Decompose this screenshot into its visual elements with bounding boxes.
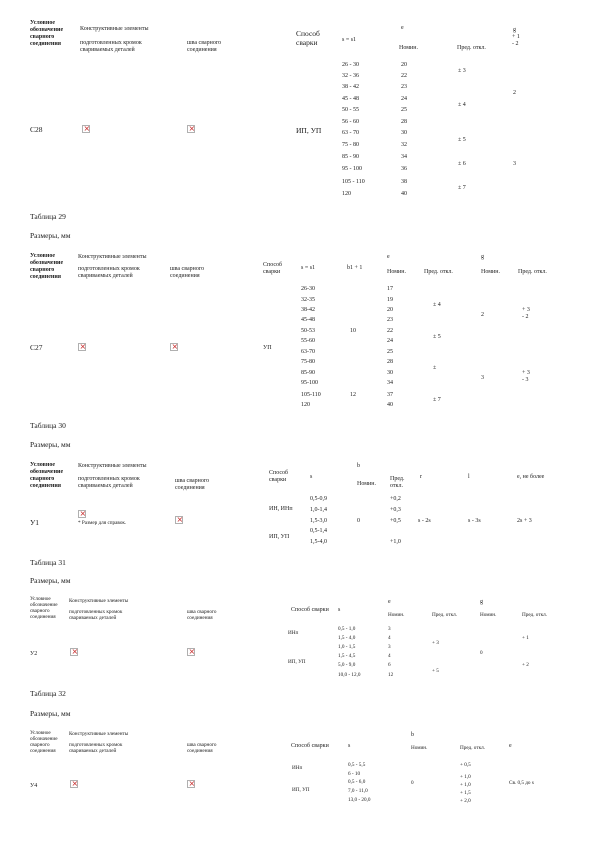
s-value: 75-80: [301, 359, 315, 365]
s-value: 1,5-4,0: [310, 539, 327, 545]
header-constructive-elements: Конструктивные элементы: [78, 463, 147, 469]
footnote: * Размер для справок.: [78, 520, 127, 526]
e-tolerance: ± 4: [433, 302, 441, 308]
e-tolerance: ± 7: [433, 397, 441, 403]
g-tolerance: + 3 - 3: [522, 370, 530, 383]
s-value: 1,5-3,0: [310, 518, 327, 524]
header-g: g: [481, 254, 484, 260]
header-tolerance: Пред. откл.: [457, 45, 486, 51]
header-weld-seam: шва сварного соединения: [170, 266, 205, 279]
s-value: 38-42: [301, 307, 315, 313]
s-value: 56 - 60: [342, 119, 359, 125]
b-tolerance: +0,3: [390, 507, 401, 513]
welding-method: ИН, ИНп: [269, 506, 293, 512]
s-value: 1,0-1,4: [310, 507, 327, 513]
e-nominal: 30: [401, 130, 407, 136]
b-tolerance: + 2,0: [460, 798, 471, 804]
s-value: 63 - 70: [342, 130, 359, 136]
e-nominal: 24: [387, 338, 393, 344]
header-e: e: [388, 599, 391, 605]
s-value: 32-35: [301, 297, 315, 303]
e-nominal: 28: [401, 119, 407, 125]
broken-image-icon: [175, 516, 183, 524]
r-value: s - 2s: [418, 518, 431, 524]
s-value: 0,5 - 6,0: [348, 779, 366, 785]
header-e-max: e, не более: [517, 474, 545, 480]
b-tolerance: +0,2: [390, 496, 401, 502]
b-nominal: 0: [411, 780, 414, 786]
header-b1: b1 + 1: [347, 265, 363, 271]
s-value: 5,0 - 9,0: [338, 662, 356, 668]
s-value: 95 - 100: [342, 166, 362, 172]
header-weld-seam: шва сварного соединения: [187, 742, 217, 754]
s-value: 1,0 - 1,5: [338, 644, 356, 650]
e-tolerance: + 3: [432, 640, 439, 646]
header-method: Способ сварки: [263, 262, 283, 275]
header-g: g: [513, 27, 516, 33]
g-tolerance: + 1: [522, 635, 529, 641]
e-nominal: 34: [387, 380, 393, 386]
b-tolerance: + 1,0: [460, 774, 471, 780]
s-value: 95-100: [301, 380, 318, 386]
header-g-tolerance: + 1 - 2: [512, 34, 520, 47]
header-nominal: Номин.: [399, 45, 418, 51]
header-g: g: [480, 599, 483, 605]
e-value: Св. 0,5 до s: [509, 780, 534, 786]
table-title: Таблица 32: [30, 689, 66, 698]
welding-method: УП: [263, 345, 272, 351]
broken-image-icon: [187, 648, 195, 656]
welding-method: ИП, УП: [292, 787, 310, 793]
g-value: 2: [513, 90, 516, 96]
e-nominal: 25: [401, 107, 407, 113]
e-nominal: 12: [388, 672, 394, 678]
header-condition: Условное обозначение сварного соединения: [30, 596, 58, 620]
header-g-tolerance: Пред. откл.: [518, 269, 547, 275]
joint-label: У4: [30, 783, 38, 789]
e-nominal: 25: [387, 349, 393, 355]
header-method: Способ сварки: [269, 470, 289, 483]
header-l: l: [468, 474, 470, 480]
header-prepared-edges: подготовленных кромок свариваемых деталей: [69, 742, 123, 754]
header-s: s: [310, 474, 313, 480]
broken-image-icon: [78, 343, 86, 351]
header-prepared-edges: подготовленных кромок свариваемых деталей: [80, 40, 142, 53]
g-value: 3: [513, 161, 516, 167]
broken-image-icon: [187, 125, 195, 133]
header-s: s: [338, 607, 341, 613]
g-value: 2: [481, 312, 484, 318]
s-value: 32 - 36: [342, 73, 359, 79]
header-constructive-elements: Конструктивные элементы: [69, 731, 129, 737]
header-nominal: Номин.: [387, 269, 406, 275]
s-value: 120: [342, 191, 351, 197]
broken-image-icon: [70, 648, 78, 656]
s-value: 75 - 80: [342, 142, 359, 148]
s-value: 7,0 - 11,0: [348, 788, 368, 794]
header-b: b: [411, 732, 414, 738]
s-value: 1,5 - 4,0: [338, 635, 356, 641]
table-units: Размеры, мм: [30, 440, 71, 449]
header-condition: Условное обозначение сварного соединения: [30, 20, 64, 47]
s-value: 85-90: [301, 370, 315, 376]
header-method: Способ сварки: [296, 29, 320, 47]
b-tolerance: + 0,5: [460, 762, 471, 768]
e-nominal: 6: [388, 662, 391, 668]
s-value: 1,5 - 4,5: [338, 653, 356, 659]
header-constructive-elements: Конструктивные элементы: [80, 26, 149, 32]
s-value: 0,5-0,9: [310, 496, 327, 502]
b-nominal: 0: [357, 518, 360, 524]
header-condition: Условное обозначение сварного соединения: [30, 253, 64, 280]
table-title: Таблица 29: [30, 212, 66, 221]
b1-value: 12: [350, 392, 356, 398]
joint-label: С27: [30, 343, 43, 352]
welding-method: ИНп: [288, 630, 299, 636]
e-nominal: 22: [387, 328, 393, 334]
e-tolerance: ± 7: [458, 185, 466, 191]
e-tolerance: + 5: [432, 668, 439, 674]
header-tolerance: Пред. откл.: [432, 612, 458, 618]
e-nominal: 28: [387, 359, 393, 365]
header-e: e: [387, 254, 390, 260]
header-s: s = s1: [301, 265, 316, 271]
e-nominal: 4: [388, 653, 391, 659]
e-nominal: 38: [401, 179, 407, 185]
s-value: 13,0 - 20,0: [348, 797, 371, 803]
header-nominal: Номин.: [388, 612, 405, 618]
e-tolerance: ± 5: [458, 137, 466, 143]
s-value: 50-53: [301, 328, 315, 334]
e-nominal: 17: [387, 286, 393, 292]
broken-image-icon: [170, 343, 178, 351]
header-method: Способ сварки: [291, 743, 329, 749]
joint-label: У1: [30, 518, 40, 527]
s-value: 0,5 - 5,5: [348, 762, 366, 768]
s-value: 85 - 90: [342, 154, 359, 160]
e-nominal: 20: [387, 307, 393, 313]
broken-image-icon: [82, 125, 90, 133]
e-value: 2s + 3: [517, 518, 532, 524]
header-nominal: Номин.: [411, 745, 428, 751]
b-tolerance: + 1,0: [460, 782, 471, 788]
g-tolerance: + 2: [522, 662, 529, 668]
welding-method: ИП, УП: [296, 126, 322, 135]
e-nominal: 23: [387, 317, 393, 323]
header-prepared-edges: подготовленных кромок свариваемых деталей: [78, 266, 140, 279]
s-value: 10,0 - 12,0: [338, 672, 361, 678]
header-r: r: [420, 474, 422, 480]
s-value: 55-60: [301, 338, 315, 344]
e-nominal: 22: [401, 73, 407, 79]
e-nominal: 32: [401, 142, 407, 148]
e-tolerance: ± 4: [458, 102, 466, 108]
e-nominal: 40: [401, 191, 407, 197]
header-nominal: Номин.: [357, 481, 376, 487]
s-value: 105 - 110: [342, 179, 365, 185]
s-value: 45 - 48: [342, 96, 359, 102]
header-weld-seam: шва сварного соединения: [187, 40, 222, 53]
joint-label: С28: [30, 125, 43, 134]
s-value: 38 - 42: [342, 84, 359, 90]
s-value: 105-110: [301, 392, 321, 398]
s-value: 0,5-1,4: [310, 528, 327, 534]
broken-image-icon: [70, 780, 78, 788]
g-value: 3: [481, 375, 484, 381]
header-condition: Условное обозначение сварного соединения: [30, 462, 64, 489]
header-constructive-elements: Конструктивные элементы: [78, 254, 147, 260]
table-units: Размеры, мм: [30, 709, 71, 718]
table-title: Таблица 31: [30, 558, 66, 567]
header-g-nominal: Номин.: [481, 269, 500, 275]
s-value: 120: [301, 402, 310, 408]
s-value: 26 - 30: [342, 62, 359, 68]
header-e: e: [509, 743, 512, 749]
header-tolerance: Пред. откл.: [460, 745, 486, 751]
broken-image-icon: [187, 780, 195, 788]
e-nominal: 34: [401, 154, 407, 160]
e-nominal: 23: [401, 84, 407, 90]
table-units: Размеры, мм: [30, 231, 71, 240]
table-units: Размеры, мм: [30, 576, 71, 585]
header-g-tolerance: Пред. откл.: [522, 612, 548, 618]
header-weld-seam: шва сварного соединения: [175, 478, 210, 491]
header-s: s = s1: [342, 37, 357, 43]
header-prepared-edges: подготовленных кромок свариваемых деталей: [78, 476, 140, 489]
b-tolerance: +1,0: [390, 539, 401, 545]
header-b: b: [357, 463, 360, 469]
l-value: s - 3s: [468, 518, 481, 524]
header-tolerance: Пред. откл.: [424, 269, 453, 275]
e-nominal: 30: [387, 370, 393, 376]
s-value: 6 - 10: [348, 771, 361, 777]
b-tolerance: + 1,5: [460, 790, 471, 796]
s-value: 50 - 55: [342, 107, 359, 113]
header-condition: Условное обозначение сварного соединения: [30, 730, 58, 754]
header-e: e: [401, 25, 404, 31]
e-nominal: 37: [387, 392, 393, 398]
e-tolerance: ± 3: [458, 68, 466, 74]
s-value: 63-70: [301, 349, 315, 355]
e-tolerance: ± 6: [458, 161, 466, 167]
e-nominal: 24: [401, 96, 407, 102]
header-constructive-elements: Конструктивные элементы: [69, 598, 129, 604]
s-value: 26-30: [301, 286, 315, 292]
s-value: 45-48: [301, 317, 315, 323]
broken-image-icon: [78, 510, 86, 518]
e-nominal: 19: [387, 297, 393, 303]
joint-label: У2: [30, 651, 38, 657]
e-tolerance: ± 5: [433, 334, 441, 340]
s-value: 0,5 - 1,0: [338, 626, 356, 632]
table-title: Таблица 30: [30, 421, 66, 430]
e-nominal: 3: [388, 626, 391, 632]
e-nominal: 36: [401, 166, 407, 172]
b1-value: 10: [350, 328, 356, 334]
e-nominal: 3: [388, 644, 391, 650]
b-tolerance: +0,5: [390, 518, 401, 524]
welding-method: ИНп: [292, 765, 303, 771]
e-tolerance: ±: [433, 365, 437, 371]
header-weld-seam: шва сварного соединения: [187, 609, 217, 621]
welding-method: ИП, УП: [269, 534, 290, 540]
e-nominal: 40: [387, 402, 393, 408]
header-prepared-edges: подготовленных кромок свариваемых деталей: [69, 609, 123, 621]
welding-method: ИП, УП: [288, 659, 306, 665]
header-g-nominal: Номин.: [480, 612, 497, 618]
header-tolerance: Пред. откл.: [390, 476, 405, 489]
e-nominal: 4: [388, 635, 391, 641]
header-s: s: [348, 743, 351, 749]
g-tolerance: + 3 - 2: [522, 307, 530, 320]
header-method: Способ сварки: [291, 607, 329, 613]
e-nominal: 20: [401, 62, 407, 68]
g-nominal: 0: [480, 650, 483, 656]
